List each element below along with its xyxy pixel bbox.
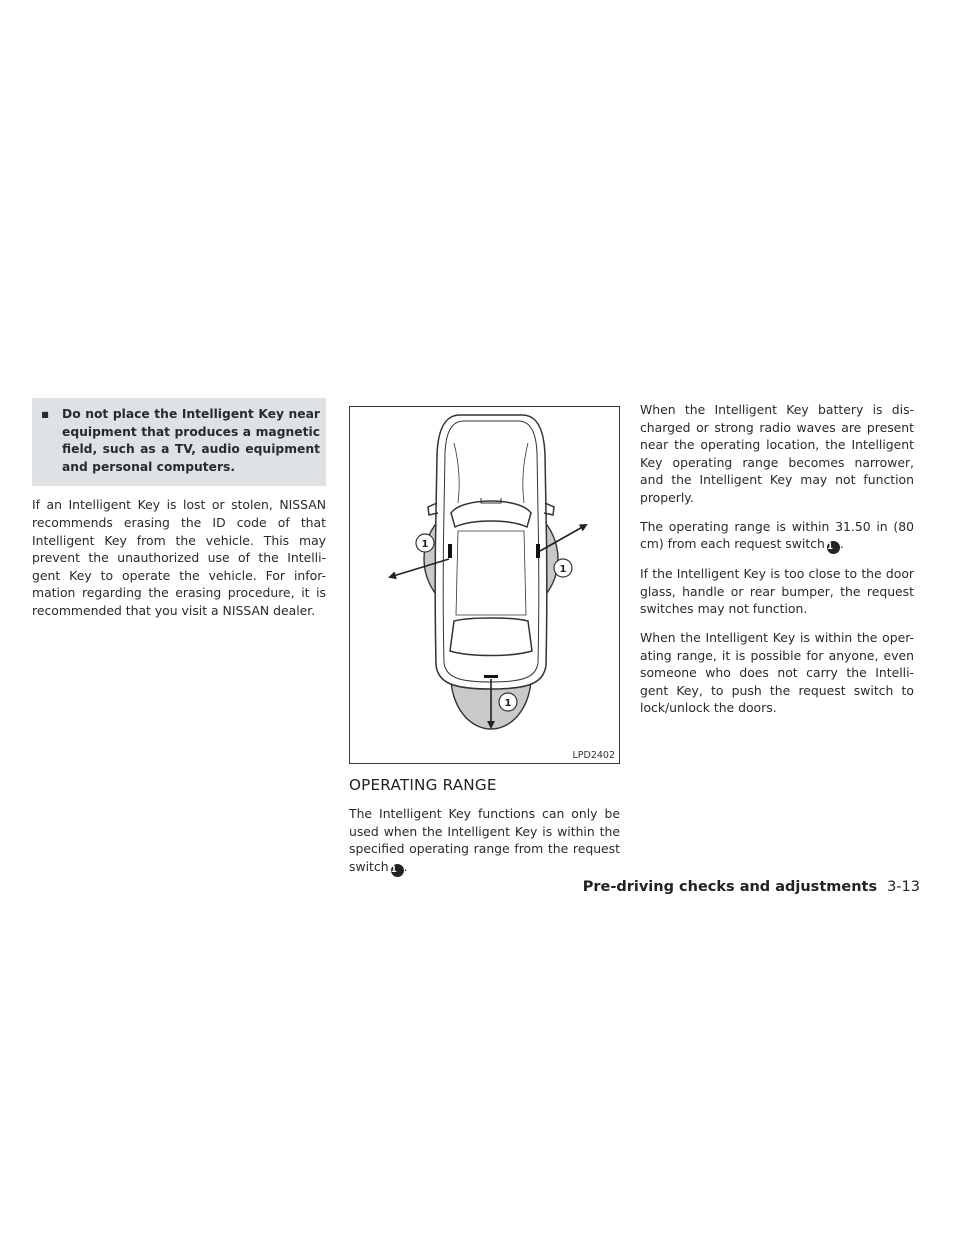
- middle-column: [349, 406, 620, 888]
- footer-section-title: Pre-driving checks and adjustments: [582, 879, 878, 895]
- operating-range-figure: [349, 406, 620, 764]
- svg-text:1: 1: [504, 698, 512, 709]
- section-heading: OPERATING RANGE: [349, 776, 497, 794]
- caution-box: [32, 398, 326, 486]
- callout-ref-icon: 1: [391, 864, 404, 877]
- svg-text:1: 1: [559, 564, 567, 575]
- figure-code: LPD2402: [572, 750, 615, 761]
- callout-right: [554, 559, 572, 577]
- callout-ref-icon: 1: [827, 541, 840, 554]
- right-column: [640, 401, 914, 728]
- anyone-paragraph: When the Intelligent Key is within the oper-ating range, it is possible for anyone, even someone who does not carry the Intelli-gent Key, to push the request switch to lock/unlock the doors.: [640, 629, 914, 716]
- bullet-icon: ▪: [41, 407, 50, 421]
- caution-text: Do not place the Intelligent Key near equipment that produces a magnetic field, such as a TV, audio equipment and personal computers.: [62, 407, 320, 474]
- too-close-paragraph: If the Intelligent Key is too close to the door glass, handle or rear bumper, the request switches may not function.: [640, 566, 914, 617]
- callout-left: [416, 534, 434, 552]
- page-footer: [583, 878, 920, 896]
- left-column: [32, 398, 326, 631]
- rear-request-switch: [484, 675, 498, 678]
- operating-range-paragraph: The Intelligent Key functions can only be used when the Intelligent Key is within the specified operating range from the request switch 1 .: [349, 806, 620, 875]
- battery-paragraph: When the Intelligent Key battery is dis-charged or strong radio waves are present near the operating location, the Intelligent Key operating range becomes narrower, and the Intelligent Key may not function properly.: [640, 402, 914, 505]
- right-request-switch: [536, 544, 540, 558]
- lost-key-paragraph: If an Intelligent Key is lost or stolen, NISSAN recommends erasing the ID code of that Intelligent Key from the vehicle. This may prevent the unauthorized use of the Intelli-gent Key to operate the vehicle. For infor-mation regarding the erasing procedure, it is recommended that you visit a NISSAN dealer.: [32, 497, 326, 618]
- vehicle-top-view-diagram-icon: [350, 407, 619, 763]
- car-outline: [428, 415, 554, 689]
- svg-text:1: 1: [421, 539, 429, 550]
- range-distance-paragraph: The operating range is within 31.50 in (80 cm) from each request switch 1 .: [640, 518, 914, 553]
- callout-rear: [499, 693, 517, 711]
- page-number: 3-13: [887, 879, 920, 895]
- left-request-switch: [448, 544, 452, 558]
